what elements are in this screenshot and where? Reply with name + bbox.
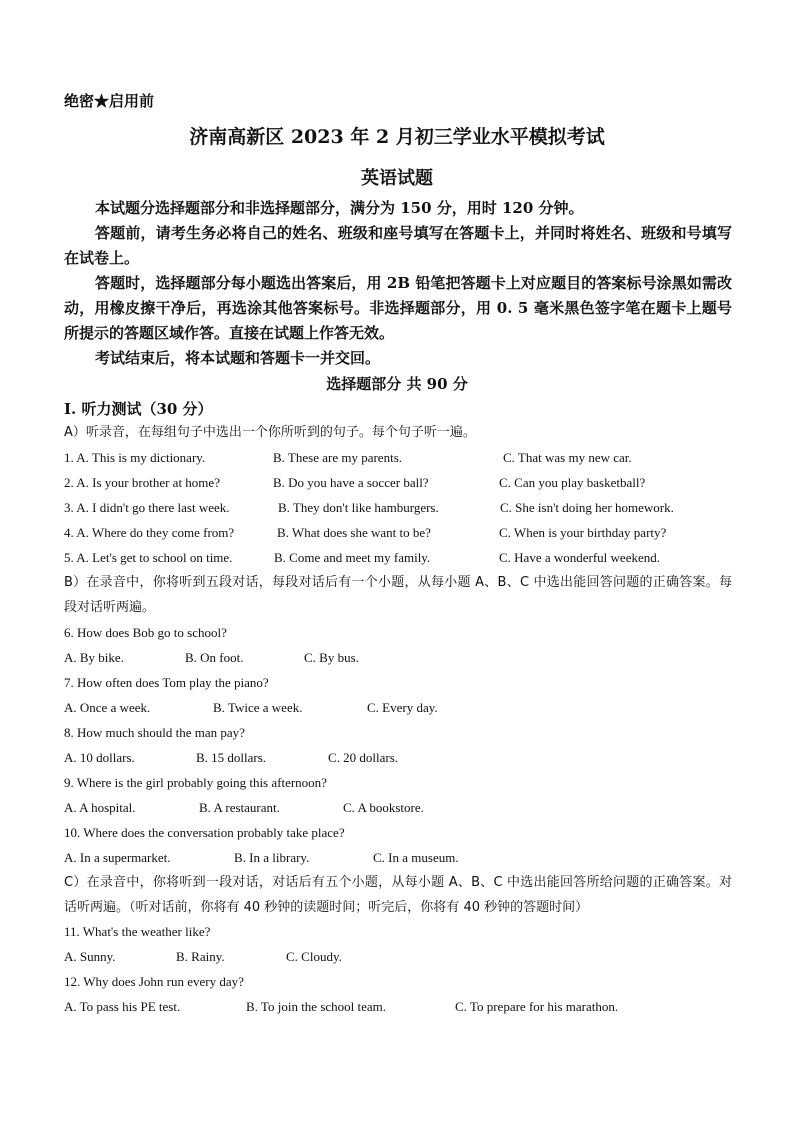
part1-c-instruction: C）在录音中，你将听到一段对话，对话后有五个小题，从每小题 A、B、C 中选出能回答所给问题的正确答案。对话听两遍。（听对话前，你将有 40 秒钟的读题时间；听完后，你将有 40 秒钟的答题时间） — [64, 875, 732, 915]
a-item-5-option-c: C. Have a wonderful weekend. — [499, 550, 660, 565]
c-question-12: 12. Why does John run every day? — [64, 974, 244, 989]
a-item-5-option-b: B. Come and meet my family. — [274, 550, 431, 565]
a-item-5-option-a: 5. A. Let's get to school on time. — [64, 550, 233, 565]
c-question-12-option-c: C. To prepare for his marathon. — [455, 999, 619, 1014]
c-question-12-option-b: B. To join the school team. — [246, 999, 387, 1014]
c-question-11-option-b: B. Rainy. — [176, 949, 225, 964]
b-question-6-option-c: C. By bus. — [304, 650, 359, 665]
part1-a-instruction: A）听录音，在每组句子中选出一个你所听到的句子。每个句子听一遍。 — [64, 425, 476, 440]
b-question-9-option-a: A. A hospital. — [64, 800, 136, 815]
b-question-10-option-c: C. In a museum. — [373, 850, 459, 865]
exam-title: 济南高新区 2023 年 2 月初三学业水平模拟考试 — [189, 126, 605, 148]
a-item-3-option-c: C. She isn't doing her homework. — [500, 500, 674, 515]
c-question-12-option-a: A. To pass his PE test. — [64, 999, 181, 1014]
b-question-8-option-c: C. 20 dollars. — [328, 750, 399, 765]
b-question-6: 6. How does Bob go to school? — [64, 625, 227, 640]
a-item-1-option-a: 1. A. This is my dictionary. — [64, 450, 206, 465]
a-item-2-option-b: B. Do you have a soccer ball? — [273, 475, 429, 490]
part1-title: Ⅰ. 听力测试（30 分） — [64, 400, 213, 418]
b-question-6-option-b: B. On foot. — [185, 650, 244, 665]
b-question-7-option-c: C. Every day. — [367, 700, 438, 715]
b-question-8-option-a: A. 10 dollars. — [64, 750, 135, 765]
a-item-1-option-c: C. That was my new car. — [503, 450, 632, 465]
a-item-4-option-a: 4. A. Where do they come from? — [64, 525, 235, 540]
a-item-4-option-b: B. What does she want to be? — [277, 525, 431, 540]
b-question-8: 8. How much should the man pay? — [64, 725, 245, 740]
b-question-10-option-a: A. In a supermarket. — [64, 850, 171, 865]
b-question-9-option-b: B. A restaurant. — [199, 800, 280, 815]
intro-paragraph-1: 本试题分选择题部分和非选择题部分，满分为 150 分，用时 120 分钟。 — [95, 199, 584, 217]
b-question-9-option-c: C. A bookstore. — [343, 800, 424, 815]
c-question-11: 11. What's the weather like? — [64, 924, 211, 939]
b-question-7-option-a: A. Once a week. — [64, 700, 151, 715]
b-question-7-option-b: B. Twice a week. — [213, 700, 303, 715]
section-header: 选择题部分 共 90 分 — [326, 375, 468, 393]
intro-paragraph-2: 答题前，请考生务必将自己的姓名、班级和座号填写在答题卡上，并同时将姓名、班级和号填写在试卷上。 — [64, 224, 732, 267]
a-item-2-option-c: C. Can you play basketball? — [499, 475, 646, 490]
c-question-11-option-c: C. Cloudy. — [286, 949, 342, 964]
part1-b-instruction: B）在录音中，你将听到五段对话，每段对话后有一个小题，从每小题 A、B、C 中选出能回答问题的正确答案。每段对话听两遍。 — [64, 575, 732, 615]
a-item-2-option-a: 2. A. Is your brother at home? — [64, 475, 220, 490]
a-item-3-option-a: 3. A. I didn't go there last week. — [64, 500, 230, 515]
b-question-6-option-a: A. By bike. — [64, 650, 124, 665]
b-question-8-option-b: B. 15 dollars. — [196, 750, 267, 765]
a-item-4-option-c: C. When is your birthday party? — [499, 525, 667, 540]
a-item-3-option-b: B. They don't like hamburgers. — [278, 500, 439, 515]
secret-mark: 绝密★启用前 — [64, 92, 155, 110]
b-question-9: 9. Where is the girl probably going this afternoon? — [64, 775, 327, 790]
intro-paragraph-4: 考试结束后，将本试题和答题卡一并交回。 — [95, 349, 381, 367]
b-question-10: 10. Where does the conversation probably take place? — [64, 825, 345, 840]
intro-paragraph-3: 答题时，选择题部分每小题选出答案后，用 2B 铅笔把答题卡上对应题目的答案标号涂黑如需改动，用橡皮擦干净后，再选涂其他答案标号。非选择题部分，用 0. 5 毫米黑色签字笔在题卡上题号所提示的答题区域作答。直接在试题上作答无效。 — [64, 274, 732, 342]
b-question-10-option-b: B. In a library. — [234, 850, 310, 865]
a-item-1-option-b: B. These are my parents. — [273, 450, 402, 465]
b-question-7: 7. How often does Tom play the piano? — [64, 675, 269, 690]
exam-subtitle: 英语试题 — [361, 168, 433, 189]
c-question-11-option-a: A. Sunny. — [64, 949, 116, 964]
